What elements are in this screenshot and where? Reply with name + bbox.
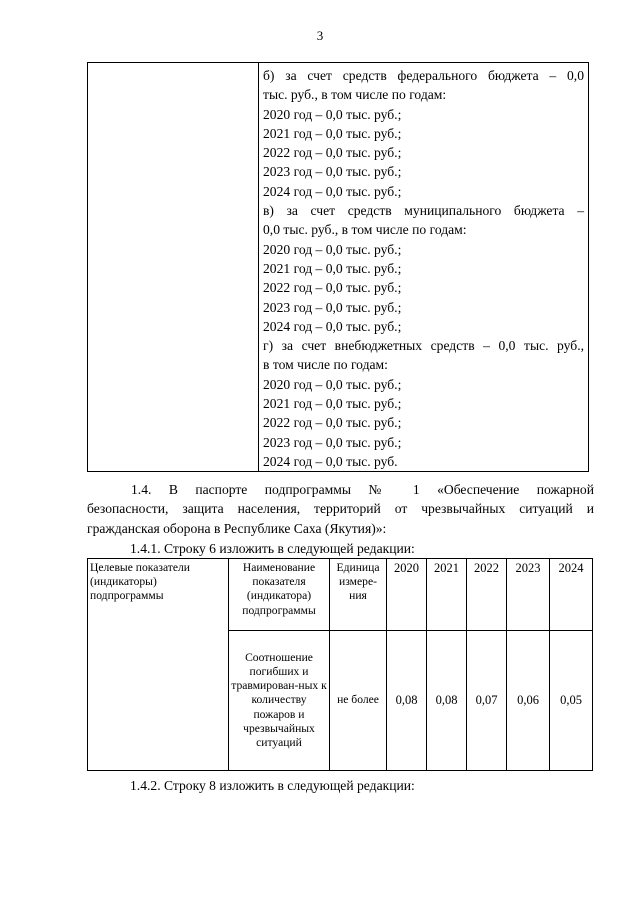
funding-line: 2024 год – 0,0 тыс. руб.;: [263, 318, 402, 334]
year-header: 2020: [387, 559, 427, 631]
paragraph-1-4: [87, 480, 594, 538]
indicator-name: Соотношение погибших и травмирован-ных к количеству пожаров и чрезвычайных ситуаций: [229, 631, 330, 771]
funding-line: 0,0 тыс. руб., в том числе по годам:: [263, 222, 467, 238]
paragraph-1-4-2: 1.4.2. Строку 8 изложить в следующей редакции:: [130, 778, 415, 793]
funding-line: тыс. руб., в том числе по годам:: [263, 87, 447, 103]
funding-line: 2024 год – 0,0 тыс. руб.: [263, 453, 398, 469]
funding-line: 2023 год – 0,0 тыс. руб.;: [263, 434, 402, 450]
indicator-value: 0,05: [550, 631, 593, 771]
funding-line: 2021 год – 0,0 тыс. руб.;: [263, 260, 402, 276]
year-header: 2024: [550, 559, 593, 631]
funding-line: г) за счет внебюджетных средств – 0,0 тыс. руб.,: [263, 338, 584, 354]
funding-line: 2022 год – 0,0 тыс. руб.;: [263, 280, 402, 296]
paragraph-line: безопасности, защита населения, территорий от чрезвычайных ситуаций и: [87, 501, 594, 517]
funding-line: в том числе по годам:: [263, 357, 388, 373]
funding-line: 2024 год – 0,0 тыс. руб.;: [263, 183, 402, 199]
funding-line: 2022 год – 0,0 тыс. руб.;: [263, 415, 402, 431]
funding-line: 2020 год – 0,0 тыс. руб.;: [263, 106, 402, 122]
funding-line: 2020 год – 0,0 тыс. руб.;: [263, 376, 402, 392]
indicator-value: 0,08: [387, 631, 427, 771]
funding-line: 2023 год – 0,0 тыс. руб.;: [263, 299, 402, 315]
paragraph-1-4-1: 1.4.1. Строку 6 изложить в следующей редакции:: [130, 541, 415, 556]
year-header: 2023: [507, 559, 550, 631]
funding-line: 2020 год – 0,0 тыс. руб.;: [263, 241, 402, 257]
indicator-unit: не более: [330, 631, 387, 771]
target-indicators-label: Целевые показатели (индикаторы) подпрограммы: [88, 559, 229, 771]
indicator-value: 0,07: [467, 631, 507, 771]
year-header: 2022: [467, 559, 507, 631]
funding-table-empty-cell: [88, 63, 259, 472]
indicators-table: [87, 558, 593, 771]
indicator-value: 0,06: [507, 631, 550, 771]
year-header: 2021: [427, 559, 467, 631]
unit-header: Единица измере-ния: [330, 559, 387, 631]
funding-line: 2022 год – 0,0 тыс. руб.;: [263, 145, 402, 161]
page-number: 3: [316, 28, 324, 43]
funding-line: б) за счет средств федерального бюджета – 0,0: [263, 68, 584, 83]
funding-cell: [259, 63, 589, 472]
funding-line: 2023 год – 0,0 тыс. руб.;: [263, 164, 402, 180]
funding-line: 2021 год – 0,0 тыс. руб.;: [263, 396, 402, 412]
indicator-name-header: Наименование показателя (индикатора) подпрограммы: [229, 559, 330, 631]
funding-line: в) за счет средств муниципального бюджета –: [263, 203, 584, 219]
funding-line: 2021 год – 0,0 тыс. руб.;: [263, 125, 402, 141]
indicator-value: 0,08: [427, 631, 467, 771]
paragraph-line: 1.4. В паспорте подпрограммы № 1 «Обеспечение пожарной: [131, 482, 594, 497]
funding-table: [87, 62, 589, 472]
paragraph-line: гражданская оборона в Республике Саха (Якутия)»:: [87, 520, 387, 536]
